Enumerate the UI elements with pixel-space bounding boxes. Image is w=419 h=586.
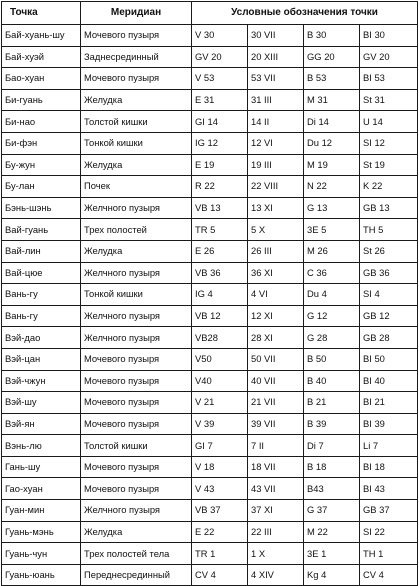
table-row bbox=[2, 89, 418, 111]
symbol-code-2-cell: 7 II bbox=[248, 435, 304, 457]
table-row bbox=[2, 132, 418, 154]
symbol-code-4-cell: U 14 bbox=[360, 111, 418, 133]
symbol-code-2-cell: 30 VII bbox=[248, 25, 304, 47]
point-name-cell: Вай-лин bbox=[2, 240, 81, 262]
meridian-cell: Заднесрединный bbox=[81, 46, 192, 68]
symbol-code-1-cell: VB 36 bbox=[192, 262, 248, 284]
point-name-cell: Бай-хуань-шу bbox=[2, 25, 81, 47]
point-name-cell: Гуан-мин bbox=[2, 500, 81, 522]
symbol-code-3-cell: M 26 bbox=[304, 240, 360, 262]
symbol-code-1-cell: V50 bbox=[192, 348, 248, 370]
meridian-cell: Желудка bbox=[81, 240, 192, 262]
symbol-code-4-cell: SI 12 bbox=[360, 132, 418, 154]
symbol-code-3-cell: Di 14 bbox=[304, 111, 360, 133]
symbol-code-1-cell: V 21 bbox=[192, 392, 248, 414]
symbol-code-3-cell: M 31 bbox=[304, 89, 360, 111]
point-name-cell: Гуань-юань bbox=[2, 564, 81, 586]
symbol-code-2-cell: 14 II bbox=[248, 111, 304, 133]
symbol-code-3-cell: G 37 bbox=[304, 500, 360, 522]
symbol-code-1-cell: R 22 bbox=[192, 176, 248, 198]
point-name-cell: Гуань-чун bbox=[2, 543, 81, 565]
symbol-code-2-cell: 40 VII bbox=[248, 370, 304, 392]
point-name-cell: Вань-гу bbox=[2, 284, 81, 306]
meridian-cell: Мочевого пузыря bbox=[81, 392, 192, 414]
symbol-code-4-cell: BI 39 bbox=[360, 413, 418, 435]
symbol-code-4-cell: GB 36 bbox=[360, 262, 418, 284]
header-symbols: Условные обозначения точки bbox=[192, 2, 418, 25]
symbol-code-1-cell: IG 4 bbox=[192, 284, 248, 306]
symbol-code-4-cell: BI 40 bbox=[360, 370, 418, 392]
meridian-cell: Желчного пузыря bbox=[81, 305, 192, 327]
point-name-cell: Вэй-чжун bbox=[2, 370, 81, 392]
symbol-code-1-cell: VB 37 bbox=[192, 500, 248, 522]
symbol-code-4-cell: St 31 bbox=[360, 89, 418, 111]
table-row bbox=[2, 478, 418, 500]
point-name-cell: Бао-хуан bbox=[2, 68, 81, 90]
symbol-code-2-cell: 39 VII bbox=[248, 413, 304, 435]
symbol-code-2-cell: 37 XI bbox=[248, 500, 304, 522]
symbol-code-4-cell: GB 37 bbox=[360, 500, 418, 522]
table-row bbox=[2, 435, 418, 457]
table-row bbox=[2, 370, 418, 392]
meridian-cell: Желудка bbox=[81, 521, 192, 543]
symbol-code-1-cell: VB 12 bbox=[192, 305, 248, 327]
symbol-code-4-cell: K 22 bbox=[360, 176, 418, 198]
symbol-code-2-cell: 19 III bbox=[248, 154, 304, 176]
symbol-code-2-cell: 28 XI bbox=[248, 327, 304, 349]
table-row bbox=[2, 284, 418, 306]
point-name-cell: Вэй-шу bbox=[2, 392, 81, 414]
point-name-cell: Бэнь-шэнь bbox=[2, 197, 81, 219]
symbol-code-1-cell: V 18 bbox=[192, 456, 248, 478]
table-row bbox=[2, 240, 418, 262]
symbol-code-3-cell: G 28 bbox=[304, 327, 360, 349]
table-row bbox=[2, 154, 418, 176]
point-name-cell: Вай-гуань bbox=[2, 219, 81, 241]
point-name-cell: Вай-цюе bbox=[2, 262, 81, 284]
symbol-code-4-cell: BI 30 bbox=[360, 25, 418, 47]
header-meridian: Меридиан bbox=[81, 2, 192, 25]
symbol-code-3-cell: M 19 bbox=[304, 154, 360, 176]
symbol-code-3-cell: Di 7 bbox=[304, 435, 360, 457]
point-name-cell: Вэнь-лю bbox=[2, 435, 81, 457]
symbol-code-4-cell: Li 7 bbox=[360, 435, 418, 457]
symbol-code-2-cell: 12 VI bbox=[248, 132, 304, 154]
point-name-cell: Гань-шу bbox=[2, 456, 81, 478]
symbol-code-4-cell: GB 12 bbox=[360, 305, 418, 327]
symbol-code-4-cell: BI 21 bbox=[360, 392, 418, 414]
meridian-cell: Трех полостей тела bbox=[81, 543, 192, 565]
symbol-code-4-cell: BI 18 bbox=[360, 456, 418, 478]
symbol-code-2-cell: 1 X bbox=[248, 543, 304, 565]
point-name-cell: Би-фэн bbox=[2, 132, 81, 154]
table-row bbox=[2, 176, 418, 198]
symbol-code-1-cell: TR 1 bbox=[192, 543, 248, 565]
table-row bbox=[2, 413, 418, 435]
symbol-code-3-cell: C 36 bbox=[304, 262, 360, 284]
symbol-code-3-cell: B 18 bbox=[304, 456, 360, 478]
table-row bbox=[2, 327, 418, 349]
meridian-cell: Желчного пузыря bbox=[81, 500, 192, 522]
symbol-code-1-cell: CV 4 bbox=[192, 564, 248, 586]
symbol-code-2-cell: 18 VII bbox=[248, 456, 304, 478]
symbol-code-1-cell: GI 14 bbox=[192, 111, 248, 133]
symbol-code-2-cell: 26 III bbox=[248, 240, 304, 262]
header-point: Точка bbox=[2, 2, 81, 25]
table-row bbox=[2, 68, 418, 90]
meridian-cell: Желудка bbox=[81, 89, 192, 111]
table-row bbox=[2, 392, 418, 414]
meridian-cell: Мочевого пузыря bbox=[81, 456, 192, 478]
symbol-code-2-cell: 22 VIII bbox=[248, 176, 304, 198]
meridian-cell: Желчного пузыря bbox=[81, 327, 192, 349]
symbol-code-2-cell: 21 VII bbox=[248, 392, 304, 414]
table-row bbox=[2, 564, 418, 586]
meridian-cell: Мочевого пузыря bbox=[81, 68, 192, 90]
symbol-code-2-cell: 31 III bbox=[248, 89, 304, 111]
symbol-code-2-cell: 22 III bbox=[248, 521, 304, 543]
meridian-cell: Мочевого пузыря bbox=[81, 348, 192, 370]
point-name-cell: Вань-гу bbox=[2, 305, 81, 327]
acupuncture-points-table-page bbox=[1, 1, 417, 581]
point-name-cell: Бу-жун bbox=[2, 154, 81, 176]
meridian-cell: Переднесрединный bbox=[81, 564, 192, 586]
meridian-cell: Трех полостей bbox=[81, 219, 192, 241]
meridian-cell: Тонкой кишки bbox=[81, 132, 192, 154]
symbol-code-1-cell: TR 5 bbox=[192, 219, 248, 241]
symbol-code-1-cell: VB 13 bbox=[192, 197, 248, 219]
table-header bbox=[2, 2, 418, 25]
table-row bbox=[2, 305, 418, 327]
acupuncture-points-table bbox=[1, 1, 418, 586]
table-row bbox=[2, 46, 418, 68]
table-row bbox=[2, 348, 418, 370]
symbol-code-2-cell: 12 XI bbox=[248, 305, 304, 327]
symbol-code-4-cell: BI 53 bbox=[360, 68, 418, 90]
table-row bbox=[2, 500, 418, 522]
table-row bbox=[2, 262, 418, 284]
symbol-code-4-cell: BI 50 bbox=[360, 348, 418, 370]
meridian-cell: Толстой кишки bbox=[81, 435, 192, 457]
symbol-code-2-cell: 43 VII bbox=[248, 478, 304, 500]
meridian-cell: Толстой кишки bbox=[81, 111, 192, 133]
table-row bbox=[2, 197, 418, 219]
meridian-cell: Мочевого пузыря bbox=[81, 25, 192, 47]
symbol-code-3-cell: B 21 bbox=[304, 392, 360, 414]
table-row bbox=[2, 521, 418, 543]
symbol-code-3-cell: G 13 bbox=[304, 197, 360, 219]
symbol-code-1-cell: V 39 bbox=[192, 413, 248, 435]
symbol-code-3-cell: N 22 bbox=[304, 176, 360, 198]
symbol-code-2-cell: 13 XI bbox=[248, 197, 304, 219]
point-name-cell: Вэй-цан bbox=[2, 348, 81, 370]
header-row bbox=[2, 2, 418, 25]
symbol-code-3-cell: B43 bbox=[304, 478, 360, 500]
point-name-cell: Би-нао bbox=[2, 111, 81, 133]
symbol-code-3-cell: B 40 bbox=[304, 370, 360, 392]
point-name-cell: Бу-лан bbox=[2, 176, 81, 198]
symbol-code-3-cell: B 53 bbox=[304, 68, 360, 90]
symbol-code-1-cell: E 19 bbox=[192, 154, 248, 176]
symbol-code-3-cell: G 12 bbox=[304, 305, 360, 327]
meridian-cell: Тонкой кишки bbox=[81, 284, 192, 306]
symbol-code-2-cell: 5 X bbox=[248, 219, 304, 241]
symbol-code-3-cell: B 50 bbox=[304, 348, 360, 370]
meridian-cell: Мочевого пузыря bbox=[81, 413, 192, 435]
symbol-code-3-cell: B 39 bbox=[304, 413, 360, 435]
table-row bbox=[2, 543, 418, 565]
symbol-code-1-cell: V40 bbox=[192, 370, 248, 392]
symbol-code-2-cell: 4 XIV bbox=[248, 564, 304, 586]
symbol-code-4-cell: St 19 bbox=[360, 154, 418, 176]
symbol-code-3-cell: 3E 5 bbox=[304, 219, 360, 241]
symbol-code-4-cell: TH 1 bbox=[360, 543, 418, 565]
table-row bbox=[2, 219, 418, 241]
point-name-cell: Вэй-дао bbox=[2, 327, 81, 349]
meridian-cell: Мочевого пузыря bbox=[81, 478, 192, 500]
point-name-cell: Гао-хуан bbox=[2, 478, 81, 500]
symbol-code-3-cell: GG 20 bbox=[304, 46, 360, 68]
symbol-code-4-cell: GV 20 bbox=[360, 46, 418, 68]
symbol-code-4-cell: GB 28 bbox=[360, 327, 418, 349]
symbol-code-3-cell: B 30 bbox=[304, 25, 360, 47]
symbol-code-4-cell: BI 43 bbox=[360, 478, 418, 500]
symbol-code-1-cell: IG 12 bbox=[192, 132, 248, 154]
symbol-code-3-cell: 3E 1 bbox=[304, 543, 360, 565]
symbol-code-3-cell: Kg 4 bbox=[304, 564, 360, 586]
symbol-code-3-cell: Du 12 bbox=[304, 132, 360, 154]
meridian-cell: Желудка bbox=[81, 154, 192, 176]
symbol-code-1-cell: GI 7 bbox=[192, 435, 248, 457]
symbol-code-1-cell: VB28 bbox=[192, 327, 248, 349]
symbol-code-2-cell: 4 VI bbox=[248, 284, 304, 306]
symbol-code-1-cell: GV 20 bbox=[192, 46, 248, 68]
meridian-cell: Почек bbox=[81, 176, 192, 198]
symbol-code-1-cell: V 53 bbox=[192, 68, 248, 90]
symbol-code-3-cell: M 22 bbox=[304, 521, 360, 543]
symbol-code-4-cell: SI 22 bbox=[360, 521, 418, 543]
symbol-code-4-cell: GB 13 bbox=[360, 197, 418, 219]
symbol-code-1-cell: E 22 bbox=[192, 521, 248, 543]
point-name-cell: Гуань-мэнь bbox=[2, 521, 81, 543]
symbol-code-1-cell: V 30 bbox=[192, 25, 248, 47]
point-name-cell: Вэй-ян bbox=[2, 413, 81, 435]
symbol-code-4-cell: TH 5 bbox=[360, 219, 418, 241]
meridian-cell: Желчного пузыря bbox=[81, 262, 192, 284]
table-row bbox=[2, 25, 418, 47]
symbol-code-4-cell: St 26 bbox=[360, 240, 418, 262]
table-row bbox=[2, 111, 418, 133]
symbol-code-1-cell: E 31 bbox=[192, 89, 248, 111]
symbol-code-4-cell: CV 4 bbox=[360, 564, 418, 586]
table-body bbox=[2, 25, 418, 586]
symbol-code-2-cell: 50 VII bbox=[248, 348, 304, 370]
symbol-code-2-cell: 53 VII bbox=[248, 68, 304, 90]
table-row bbox=[2, 456, 418, 478]
meridian-cell: Желчного пузыря bbox=[81, 197, 192, 219]
symbol-code-2-cell: 20 XIII bbox=[248, 46, 304, 68]
symbol-code-3-cell: Du 4 bbox=[304, 284, 360, 306]
symbol-code-4-cell: SI 4 bbox=[360, 284, 418, 306]
point-name-cell: Бай-хуэй bbox=[2, 46, 81, 68]
symbol-code-2-cell: 36 XI bbox=[248, 262, 304, 284]
symbol-code-1-cell: V 43 bbox=[192, 478, 248, 500]
point-name-cell: Би-гуань bbox=[2, 89, 81, 111]
symbol-code-1-cell: E 26 bbox=[192, 240, 248, 262]
meridian-cell: Мочевого пузыря bbox=[81, 370, 192, 392]
